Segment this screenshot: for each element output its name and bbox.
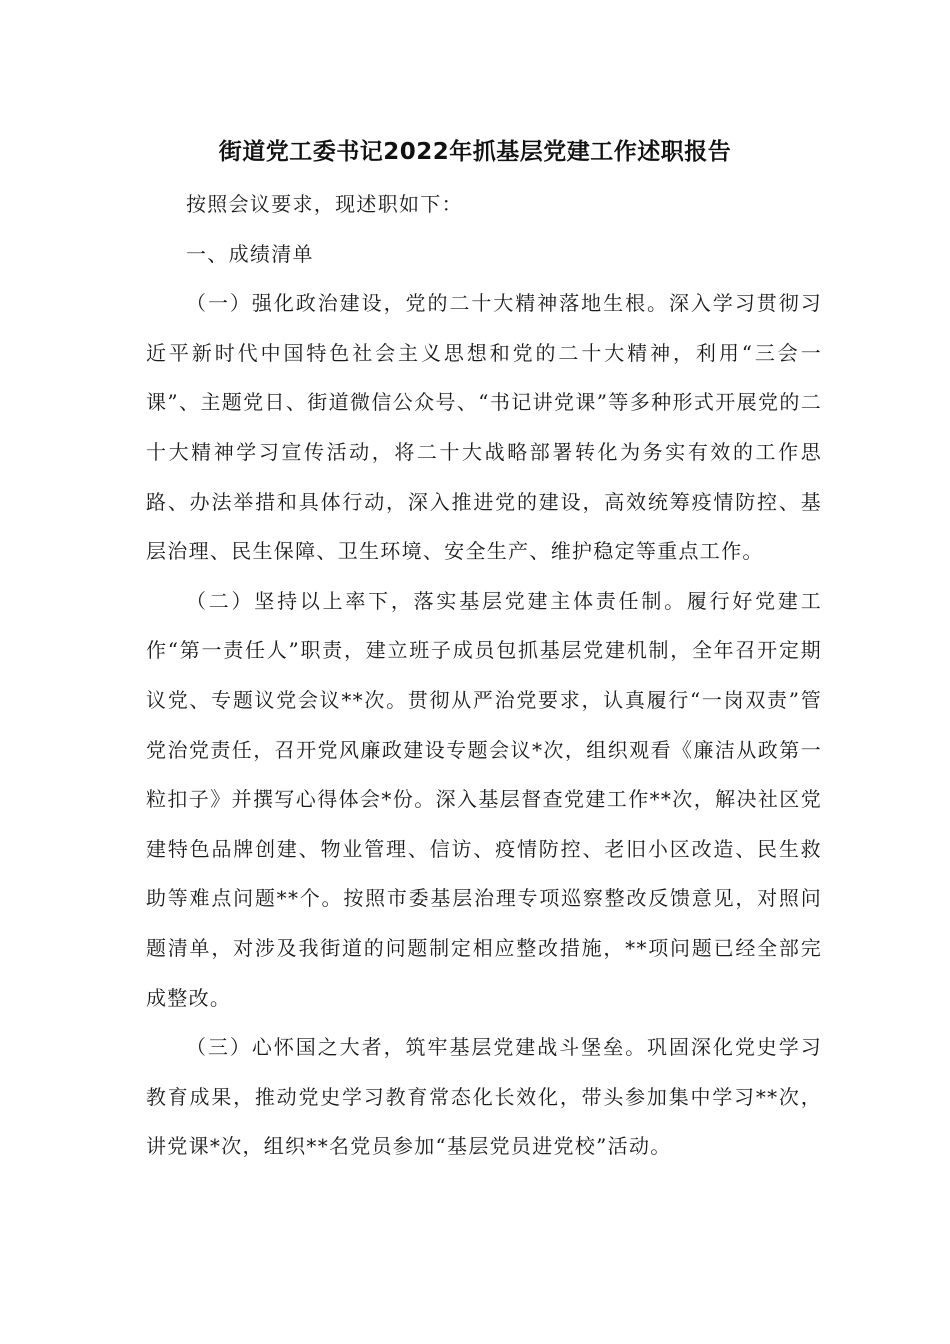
paragraph-2: （二）坚持以上率下，落实基层党建主体责任制。履行好党建工作“第一责任人”职责，建立班子成员包抓基层党建机制，全年召开定期议党、专题议党会议**次。贯彻从严治党要求，认真履行“一岗双责”管党治党责任，召开党风廉政建设专题会议*次，组织观看《廉洁从政第一粒扣子》并撰写心得体会*份。深入基层督查党建工作**次，解决社区党建特色品牌创建、物业管理、信访、疫情防控、老旧小区改造、民生救助等难点问题**个。按照市委基层治理专项巡察整改反馈意见，对照问题清单，对涉及我街道的问题制定相应整改措施，**项问题已经全部完成整改。	[146, 588, 822, 1010]
document-title: 街道党工委书记2022年抓基层党建工作述职报告	[218, 139, 732, 165]
document-body	[146, 180, 822, 1172]
intro-paragraph: 按照会议要求，现述职如下：	[186, 192, 463, 216]
paragraph-1: （一）强化政治建设，党的二十大精神落地生根。深入学习贯彻习近平新时代中国特色社会主义思想和党的二十大精神，利用“三会一课”、主题党日、街道微信公众号、“书记讲党课”等多种形式开展党的二十大精神学习宣传活动，将二十大战略部署转化为务实有效的工作思路、办法举措和具体行动，深入推进党的建设，高效统筹疫情防控、基层治理、民生保障、卫生环境、安全生产、维护稳定等重点工作。	[146, 291, 822, 564]
paragraph-3: （三）心怀国之大者，筑牢基层党建战斗堡垒。巩固深化党史学习教育成果，推动党史学习教育常态化长效化，带头参加集中学习**次，讲党课*次，组织**名党员参加“基层党员进党校”活动。	[146, 1035, 822, 1159]
section-heading: 一、成绩清单	[186, 241, 314, 266]
